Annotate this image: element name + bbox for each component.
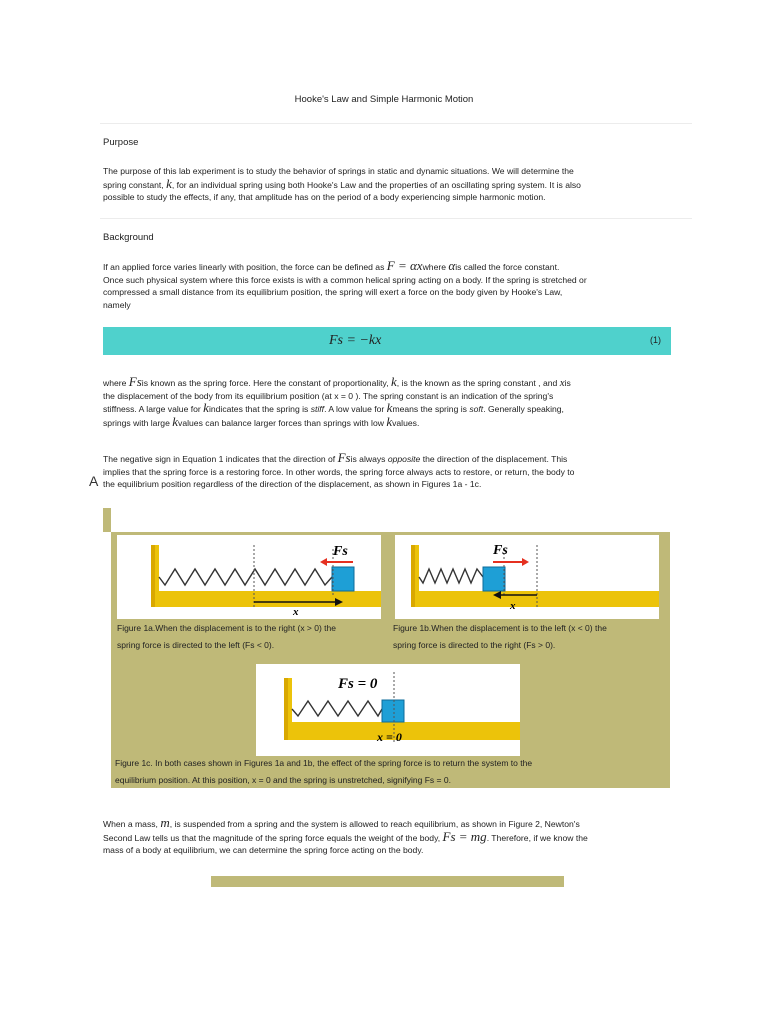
divider [100, 123, 692, 124]
figure-1a-caption: Figure 1a.When the displacement is to the right (x > 0) the spring force is directed to the left (Fs < 0). [117, 623, 336, 650]
figure-1b-caption: Figure 1b.When the displacement is to the left (x < 0) the spring force is directed to the right (Fs > 0). [393, 623, 607, 650]
fig1c-x-label: x = 0 [377, 730, 402, 744]
fig1a-force-label: Fs [333, 544, 348, 559]
weight-equation: Fs = mg [442, 828, 487, 844]
figure-1c [256, 664, 520, 756]
divider [100, 218, 692, 219]
mass-paragraph: When a mass, m, is suspended from a spring and the system is allowed to reach equilibrium, as shown in Figure 2, Newton's Second Law tells us that the magnitude of the spring force equals the weight of the body, Fs = mg. Therefore, if we know the mass of a body at equilibrium, we can determine the spring force acting on the body. [103, 815, 588, 856]
fig1b-x-label: x [510, 600, 516, 612]
background-paragraph: If an applied force varies linearly with position, the force can be defined as F = αxwhere αis called the force constant. Once such physical system where this force exists is with a common helical spring acting on a body. If the spring is stretched or compressed a small distance from its equilibrium position, the spring will exert a force on the body given by Hooke's Law, namely [103, 258, 587, 310]
figure-1b [395, 535, 659, 619]
figure-1a [117, 535, 381, 619]
figure-placeholder-bar [211, 876, 564, 887]
force-equation-inline: F = αx [386, 258, 423, 273]
background-heading: Background [103, 232, 154, 243]
alpha-symbol: α [448, 258, 456, 273]
marker-a: A [89, 473, 99, 489]
equation-number: (1) [650, 335, 661, 345]
page-title: Hooke's Law and Simple Harmonic Motion [294, 94, 474, 105]
spring-force-paragraph: where Fsis known as the spring force. Here the constant of proportionality, k, is the known as the spring constant , and xis the displacement of the body from its equilibrium position (at x = 0 ). The spring constant is an indication of the spring's stiffness. A large value for kindicates that the spring is stiff. A low value for kmeans the spring is soft. Generally speaking, springs with large kvalues can balance larger forces than springs with low kvalues. [103, 374, 571, 429]
purpose-heading: Purpose [103, 137, 139, 148]
purpose-paragraph: The purpose of this lab experiment is to study the behavior of springs in static and dynamic situations. We will determine the spring constant, k, for an individual spring using both Hooke's Law and the properties of an oscillating spring system. It is also possible to study the effects, if any, that amplitude has on the period of a body experiencing simple harmonic motion. [103, 166, 581, 203]
k-symbol: k [166, 175, 172, 191]
hookes-law-equation: Fs = −kx [329, 333, 382, 348]
figure-1c-caption: Figure 1c. In both cases shown in Figures 1a and 1b, the effect of the spring force is to return the system to the equilibrium position. At this position, x = 0 and the spring is unstretched, signifying Fs = 0. [115, 758, 533, 785]
fig1a-x-label: x [293, 606, 299, 618]
equation-bar [103, 327, 671, 355]
fig1c-force-label: Fs = 0 [338, 676, 378, 692]
negative-sign-paragraph: The negative sign in Equation 1 indicates that the direction of Fsis always opposite the direction of the displacement. This implies that the spring force is a restoring force. In other words, the spring force always acts to restore, or return, the body to the equilibrium position regardless of the direction of the displacement, as shown in Figures 1a - 1c. [103, 450, 575, 490]
fig1b-force-label: Fs [493, 543, 508, 558]
panel-tab [103, 508, 111, 532]
